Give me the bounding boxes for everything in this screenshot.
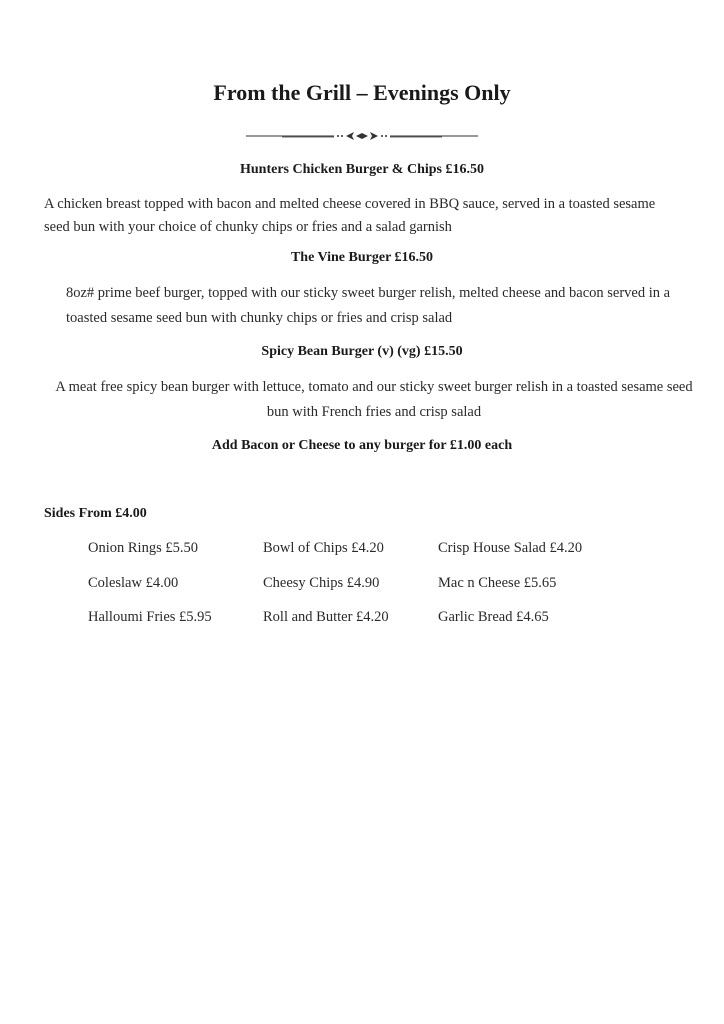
side-item: Onion Rings £5.50 xyxy=(88,540,198,556)
side-item: Garlic Bread £4.65 xyxy=(438,609,549,625)
item-title-hunters-chicken-burger: Hunters Chicken Burger & Chips £16.50 xyxy=(240,162,484,177)
side-item: Roll and Butter £4.20 xyxy=(263,609,389,625)
side-item: Coleslaw £4.00 xyxy=(88,575,179,591)
item-title-spicy-bean-burger: Spicy Bean Burger (v) (vg) £15.50 xyxy=(261,344,463,359)
ornamental-divider-icon xyxy=(242,128,482,144)
burger-addon-note: Add Bacon or Cheese to any burger for £1.00 each xyxy=(211,438,513,453)
side-item: Crisp House Salad £4.20 xyxy=(438,540,583,556)
item-description-spicy-bean-burger: A meat free spicy bean burger with lettuce, tomato and our sticky sweet burger relish in a toasted sesame seed bun with French fries and crisp salad xyxy=(55,379,693,420)
item-description-hunters-chicken-burger: A chicken breast topped with bacon and melted cheese covered in BBQ sauce, served in a toasted sesame seed bun with your choice of chunky chips or fries and a salad garnish xyxy=(44,196,656,235)
sides-heading: Sides From £4.00 xyxy=(44,506,147,521)
side-item: Mac n Cheese £5.65 xyxy=(438,575,557,591)
page-title: From the Grill – Evenings Only xyxy=(213,80,511,105)
side-item: Cheesy Chips £4.90 xyxy=(263,575,380,591)
item-description-vine-burger: 8oz# prime beef burger, topped with our sticky sweet burger relish, melted cheese and bacon served in a toasted sesame seed bun with chunky chips or fries and crisp salad xyxy=(66,285,671,326)
side-item: Halloumi Fries £5.95 xyxy=(88,609,212,625)
side-item: Bowl of Chips £4.20 xyxy=(263,540,384,556)
item-title-vine-burger: The Vine Burger £16.50 xyxy=(290,250,434,265)
